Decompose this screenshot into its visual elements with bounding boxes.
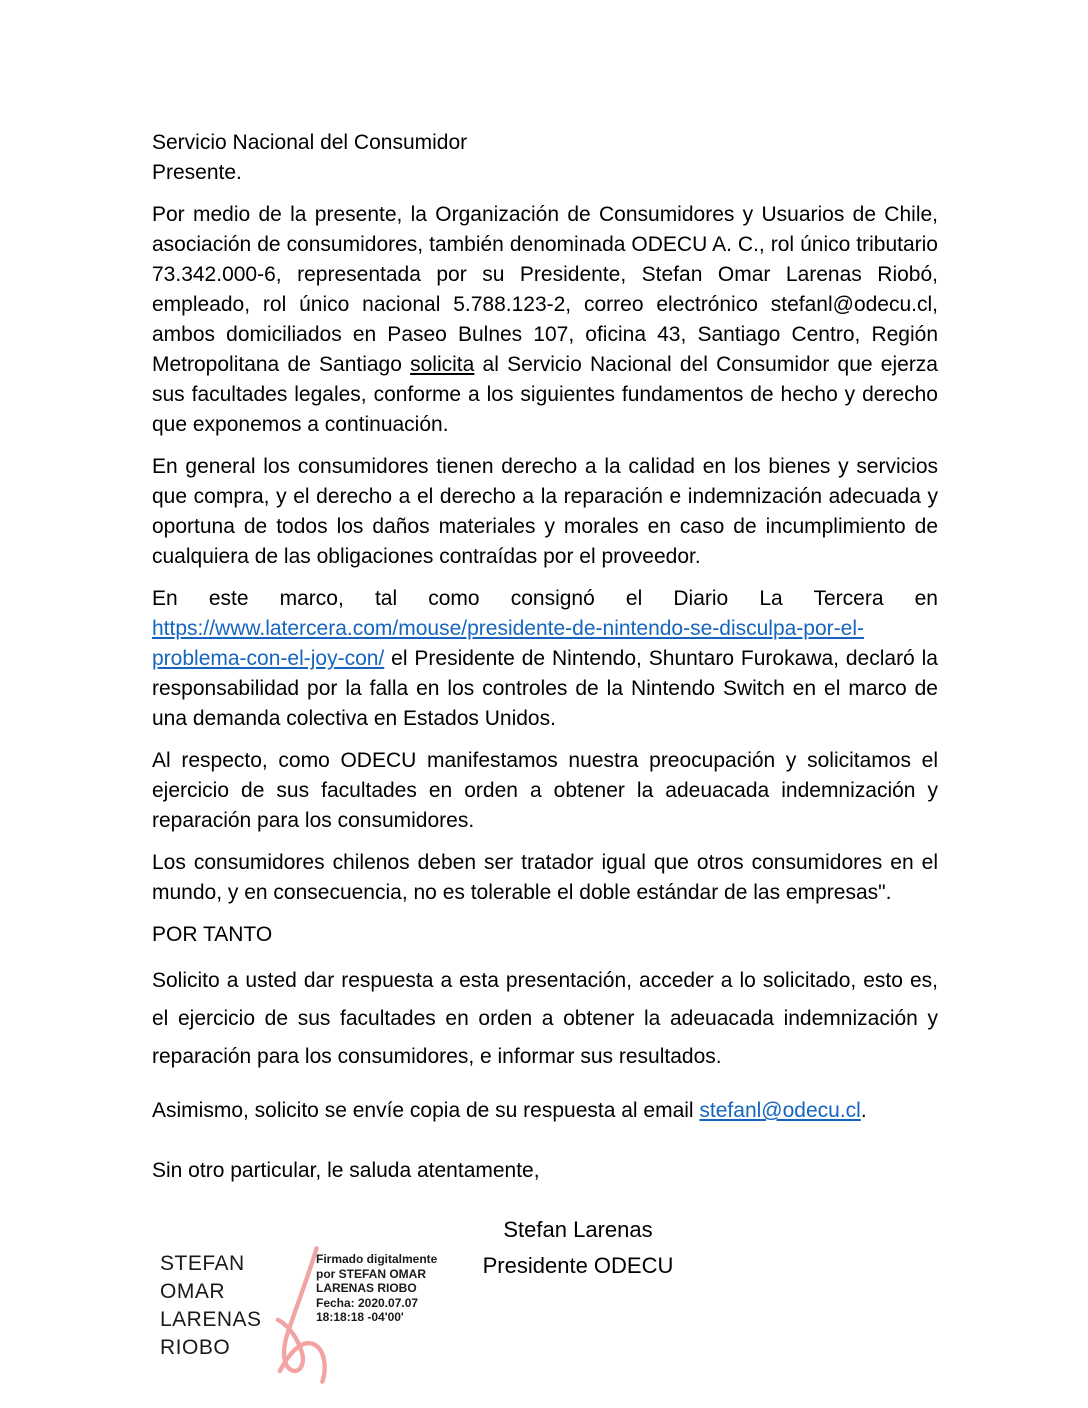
latercera-article-link[interactable]: https://www.latercera.com/mouse/presidente-de-nintendo-se-disculpa-por-el-problema-con-el-joy-con/ [152, 617, 864, 670]
signer-name: Stefan Larenas [503, 1217, 653, 1242]
digital-signature-name: STEFAN OMAR LARENAS RIOBO [160, 1252, 262, 1359]
paragraph-introduction [152, 200, 938, 440]
paragraph-news-reference [152, 584, 938, 734]
por-tanto-heading: POR TANTO [152, 923, 273, 946]
recipient-presente: Presente. [152, 161, 242, 184]
email-text-after: . [860, 1099, 867, 1122]
email-link[interactable]: stefanl@odecu.cl [699, 1099, 861, 1122]
news-text-after: el Presidente de Nintendo, Shuntaro Furokawa, declaró la responsabilidad por la falla en los controles de la Nintendo Switch en el marco de una demanda colectiva en Estados Unidos. [152, 647, 938, 730]
recipient-name: Servicio Nacional del Consumidor [152, 131, 468, 154]
paragraph-consumer-rights: En general los consumidores tienen derecho a la calidad en los bienes y servicios que compra, y el derecho a el derecho a la reparación e indemnización adecuada y oportuna de todos los daños materiales y morales en caso de incumplimiento de cualquiera de las obligaciones contraídas por el proveedor. [152, 455, 938, 568]
email-text-before: Asimismo, solicito se envíe copia de su respuesta al email [152, 1099, 700, 1122]
news-text-before: En este marco, tal como consignó el Diario La Tercera en [152, 587, 938, 610]
digital-signature-block [160, 1244, 442, 1386]
paragraph-email-copy [152, 1096, 938, 1126]
intro-text-before: Por medio de la presente, la Organización de Consumidores y Usuarios de Chile, asociación de consumidores, también denominada ODECU A. C., rol único tributario 73.342.000-6, representada por su Presidente, Stefan Omar Larenas Riobó, empleado, rol único nacional 5.788.123-2, correo electrónico stefanl@odecu.cl, ambos domiciliados en Paseo Bulnes 107, oficina 43, Santiago Centro, Región Metropolitana de Santiago [152, 203, 938, 376]
paragraph-request: Solicito a usted dar respuesta a esta presentación, acceder a lo solicitado, esto es, el ejercicio de sus facultades en orden a obtener la adeuacada indemnización y reparación para los consumidores, e informar sus resultados. [152, 969, 938, 1068]
signer-title: Presidente ODECU [482, 1253, 674, 1278]
solicita-underlined-word: solicita [410, 353, 475, 376]
paragraph-equal-treatment: Los consumidores chilenos deben ser tratador igual que otros consumidores en el mundo, y en consecuencia, no es tolerable el doble estándar de las empresas". [152, 851, 938, 904]
recipient-block [152, 128, 938, 188]
intro-text-after: al Servicio Nacional del Consumidor que ejerza sus facultades legales, conforme a los siguientes fundamentos de hecho y derecho que exponemos a continuación. [152, 353, 938, 436]
letter-body [152, 128, 938, 1186]
typed-signature-block [398, 1212, 758, 1284]
digital-signature-details: Firmado digitalmente por STEFAN OMAR LARENAS RIOBO Fecha: 2020.07.07 18:18:18 -04'00' [316, 1252, 438, 1324]
closing-salutation: Sin otro particular, le saluda atentamente, [152, 1159, 540, 1182]
paragraph-odecu-concern: Al respecto, como ODECU manifestamos nuestra preocupación y solicitamos el ejercicio de sus facultades en orden a obtener la adeuacada indemnización y reparación para los consumidores. [152, 749, 938, 832]
